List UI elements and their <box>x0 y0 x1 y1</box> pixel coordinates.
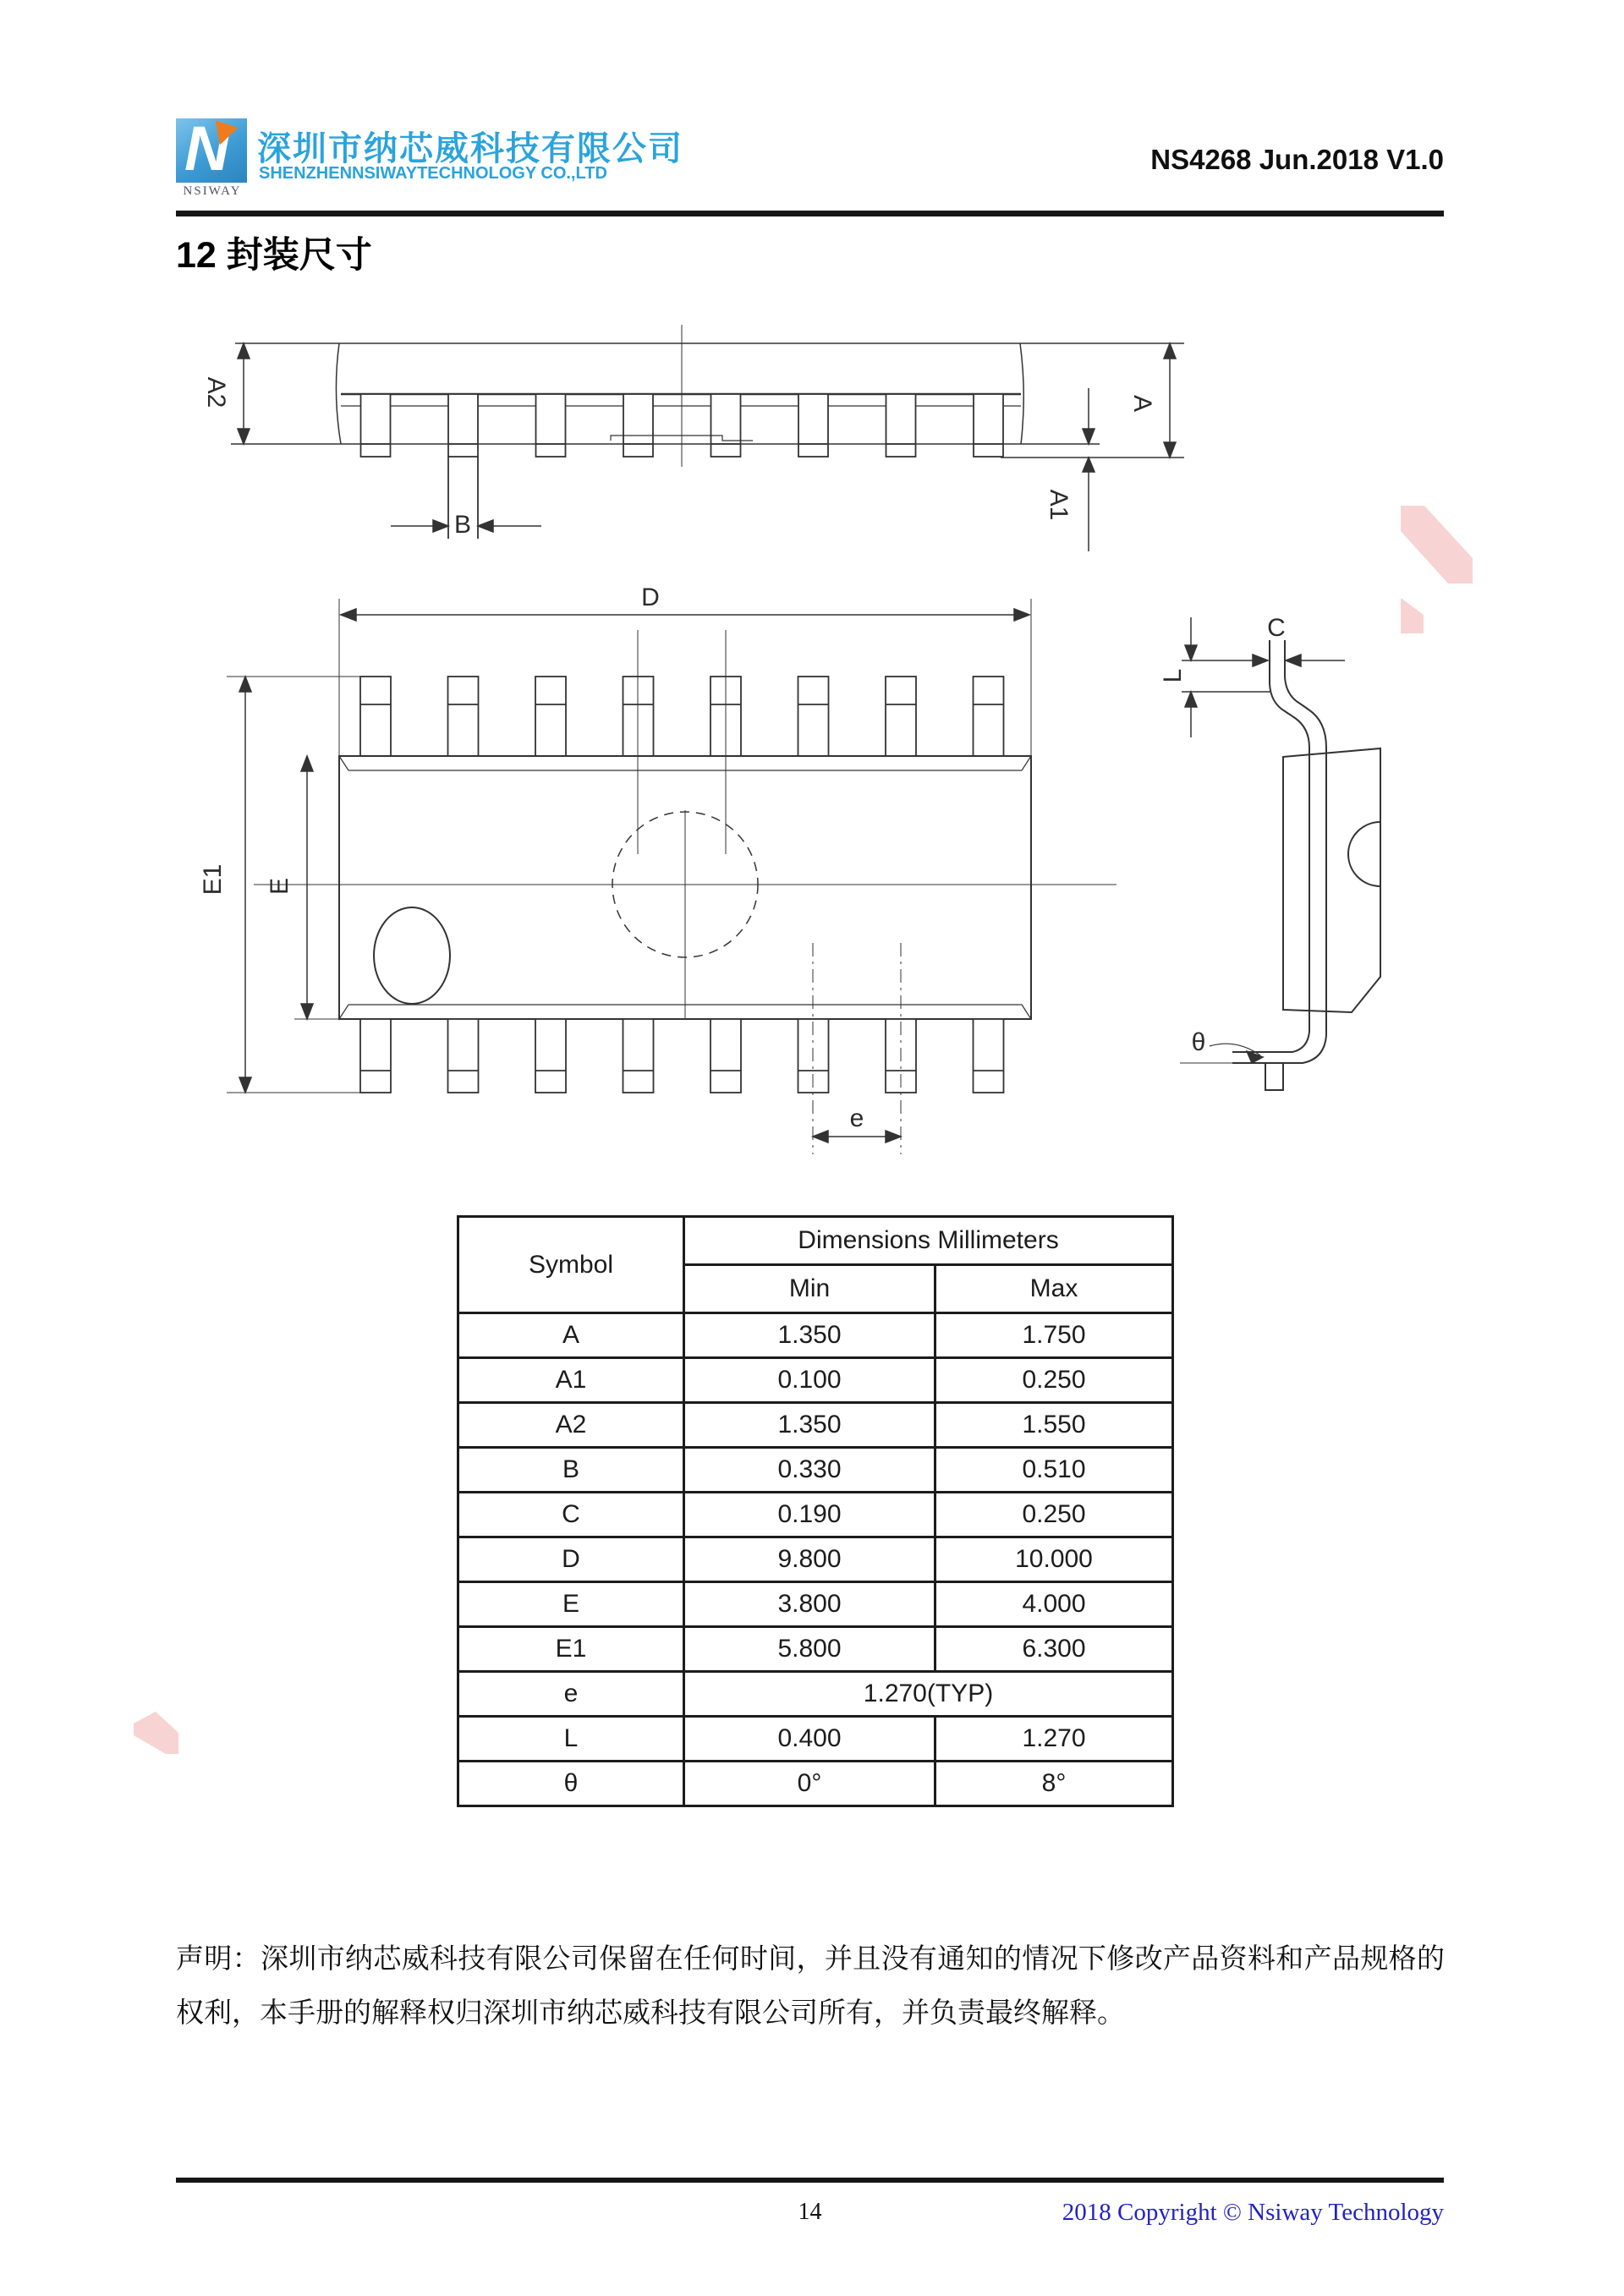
cell-symbol: D <box>458 1537 684 1582</box>
cell-min: 0.400 <box>684 1717 935 1762</box>
copyright-text: 2018 Copyright © Nsiway Technology <box>1062 2199 1444 2226</box>
logo-wordmark: NSIWAY <box>183 184 242 198</box>
section-title: 12 封装尺寸 <box>176 235 372 276</box>
cell-max: 6.300 <box>935 1627 1173 1672</box>
table-row <box>458 1493 1173 1537</box>
cell-min: 9.800 <box>684 1537 935 1582</box>
cell-max: 0.250 <box>935 1493 1173 1537</box>
cell-symbol: C <box>458 1493 684 1537</box>
label-a2: A2 <box>202 376 230 408</box>
table-row <box>458 1582 1173 1627</box>
cell-min: 3.800 <box>684 1582 935 1627</box>
company-name-english: SHENZHENNSIWAYTECHNOLOGY CO.,LTD <box>259 164 607 183</box>
cell-max: 0.510 <box>935 1448 1173 1493</box>
label-c: C <box>1267 614 1286 642</box>
cell-min: 0.190 <box>684 1493 935 1537</box>
cell-symbol: A <box>458 1313 684 1358</box>
table-row <box>458 1358 1173 1403</box>
company-name-chinese: 深圳市纳芯威科技有限公司 <box>257 130 683 167</box>
label-d: D <box>641 584 660 611</box>
table-header-dimensions: Dimensions Millimeters <box>684 1217 1173 1265</box>
table-row <box>458 1627 1173 1672</box>
logo-n-glyph: N <box>184 118 230 183</box>
document-reference: NS4268 Jun.2018 V1.0 <box>1150 144 1444 175</box>
cell-min: 0.330 <box>684 1448 935 1493</box>
cell-symbol: θ <box>458 1762 684 1806</box>
cell-symbol: E1 <box>458 1627 684 1672</box>
label-theta: θ <box>1191 1028 1206 1056</box>
cell-max: 1.270 <box>935 1717 1173 1762</box>
table-row <box>458 1762 1173 1806</box>
page-number: 14 <box>798 2199 822 2225</box>
end-view-drawing <box>1180 617 1380 1090</box>
label-pitch-e: e <box>849 1104 864 1132</box>
label-e1: E1 <box>199 863 227 896</box>
cell-min: 0.100 <box>684 1358 935 1403</box>
dimension-labels <box>199 377 1286 1132</box>
header-rule <box>176 211 1444 216</box>
cell-min: 1.350 <box>684 1313 935 1358</box>
table-row <box>458 1403 1173 1448</box>
cell-symbol: E <box>458 1582 684 1627</box>
cell-min: 1.350 <box>684 1403 935 1448</box>
cell-symbol: B <box>458 1448 684 1493</box>
dimensions-table <box>457 1215 1174 1807</box>
cell-min: 5.800 <box>684 1627 935 1672</box>
side-view-drawing <box>231 325 1184 551</box>
label-l: L <box>1159 668 1187 683</box>
label-e: E <box>266 877 294 896</box>
cell-max: 0.250 <box>935 1358 1173 1403</box>
label-a: A <box>1128 394 1156 413</box>
cell-symbol: L <box>458 1717 684 1762</box>
top-view-drawing <box>227 599 1116 1154</box>
table-row <box>458 1717 1173 1762</box>
table-header-symbol: Symbol <box>458 1217 684 1313</box>
cell-span-value: 1.270(TYP) <box>684 1672 1173 1717</box>
table-row <box>458 1537 1173 1582</box>
disclaimer-text: 声明：深圳市纳芯威科技有限公司保留在任何时间，并且没有通知的情况下修改产品资料和产品规格的权利，本手册的解释权归深圳市纳芯威科技有限公司所有，并负责最终解释。 <box>176 1944 1445 2029</box>
cell-symbol: e <box>458 1672 684 1717</box>
cell-max: 10.000 <box>935 1537 1173 1582</box>
table-row <box>458 1313 1173 1358</box>
cell-symbol: A1 <box>458 1358 684 1403</box>
table-header-max: Max <box>935 1265 1173 1313</box>
cell-symbol: A2 <box>458 1403 684 1448</box>
cell-max: 1.550 <box>935 1403 1173 1448</box>
footer-rule <box>176 2178 1444 2183</box>
table-header-min: Min <box>684 1265 935 1313</box>
cell-max: 4.000 <box>935 1582 1173 1627</box>
label-a1: A1 <box>1045 489 1073 521</box>
table-row <box>458 1672 1173 1717</box>
cell-max: 1.750 <box>935 1313 1173 1358</box>
label-b: B <box>453 511 472 539</box>
cell-min: 0° <box>684 1762 935 1806</box>
company-logo <box>176 118 247 183</box>
cell-max: 8° <box>935 1762 1173 1806</box>
table-row <box>458 1448 1173 1493</box>
